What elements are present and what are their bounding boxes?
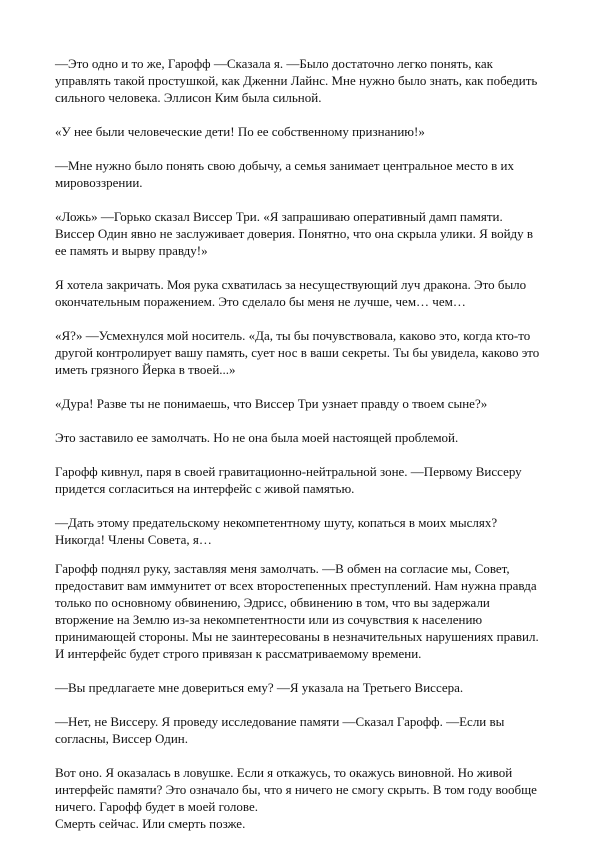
paragraph-15: Смерть сейчас. Или смерть позже. [55,816,246,831]
paragraph-8: Это заставило ее замолчать. Но не она была моей настоящей проблемой. [55,430,459,445]
paragraph-1: —Это одно и то же, Гарофф —Сказала я. —Было достаточно легко понять, как управлять такой простушкой, как Дженни Лайнс. Мне нужно было знать, как победить сильного человека. Эллисон Ким была сильной. [55,56,538,105]
paragraph-4: «Ложь» —Горько сказал Виссер Три. «Я запрашиваю оперативный дамп памяти. Виссер Один явно не заслуживает доверия. Понятно, что она скрыла улики. Я войду в ее память и вырву правду!» [55,209,534,258]
paragraph-2: «У нее были человеческие дети! По ее собственному признанию!» [55,124,425,139]
paragraph-13: —Нет, не Виссеру. Я проведу исследование памяти —Сказал Гарофф. —Если вы согласны, Виссер Один. [55,714,505,746]
paragraph-10: —Дать этому предательскому некомпетентному шуту, копаться в моих мыслях? Никогда! Члены Совета, я… [55,515,498,547]
paragraph-5: Я хотела закричать. Моя рука схватилась за несуществующий луч дракона. Это было окончательным поражением. Это сделало бы меня не лучше, чем… чем… [55,277,527,309]
paragraph-6: «Я?» —Усмехнулся мой носитель. «Да, ты бы почувствовала, каково это, когда кто-то другой контролирует вашу память, сует нос в ваши секреты. Ты бы увидела, каково это иметь грязного Йерка в твоей...» [55,328,540,377]
paragraph-12: —Вы предлагаете мне довериться ему? —Я указала на Третьего Виссера. [55,680,464,695]
paragraph-3: —Мне нужно было понять свою добычу, а семья занимает центральное место в их мировоззрении. [55,158,515,190]
paragraph-7: «Дура! Разве ты не понимаешь, что Виссер Три узнает правду о твоем сыне?» [55,396,488,411]
paragraph-9: Гарофф кивнул, паря в своей гравитационно-нейтральной зоне. —Первому Виссеру придется согласиться на интерфейс с живой памятью. [55,464,522,496]
paragraph-14: Вот оно. Я оказалась в ловушке. Если я откажусь, то окажусь виновной. Но живой интерфейс памяти? Это означало бы, что я ничего не смогу скрыть. В том году вообще ничего. Гарофф будет в моей голове. [55,765,537,814]
paragraph-11: Гарофф поднял руку, заставляя меня замолчать. —В обмен на согласие мы, Совет, предоставит вам иммунитет от всех второстепенных преступлений. Нам нужна правда только по основному обвинению, Эдрисс, обвинению в том, что вы задержали вторжение на Землю из-за некомпетентности или из сочувствия к населению принимающей стороны. Мы не заинтересованы в незначительных нарушениях правил. И интерфейс будет строго привязан к рассматриваемому времени. [55,561,539,661]
